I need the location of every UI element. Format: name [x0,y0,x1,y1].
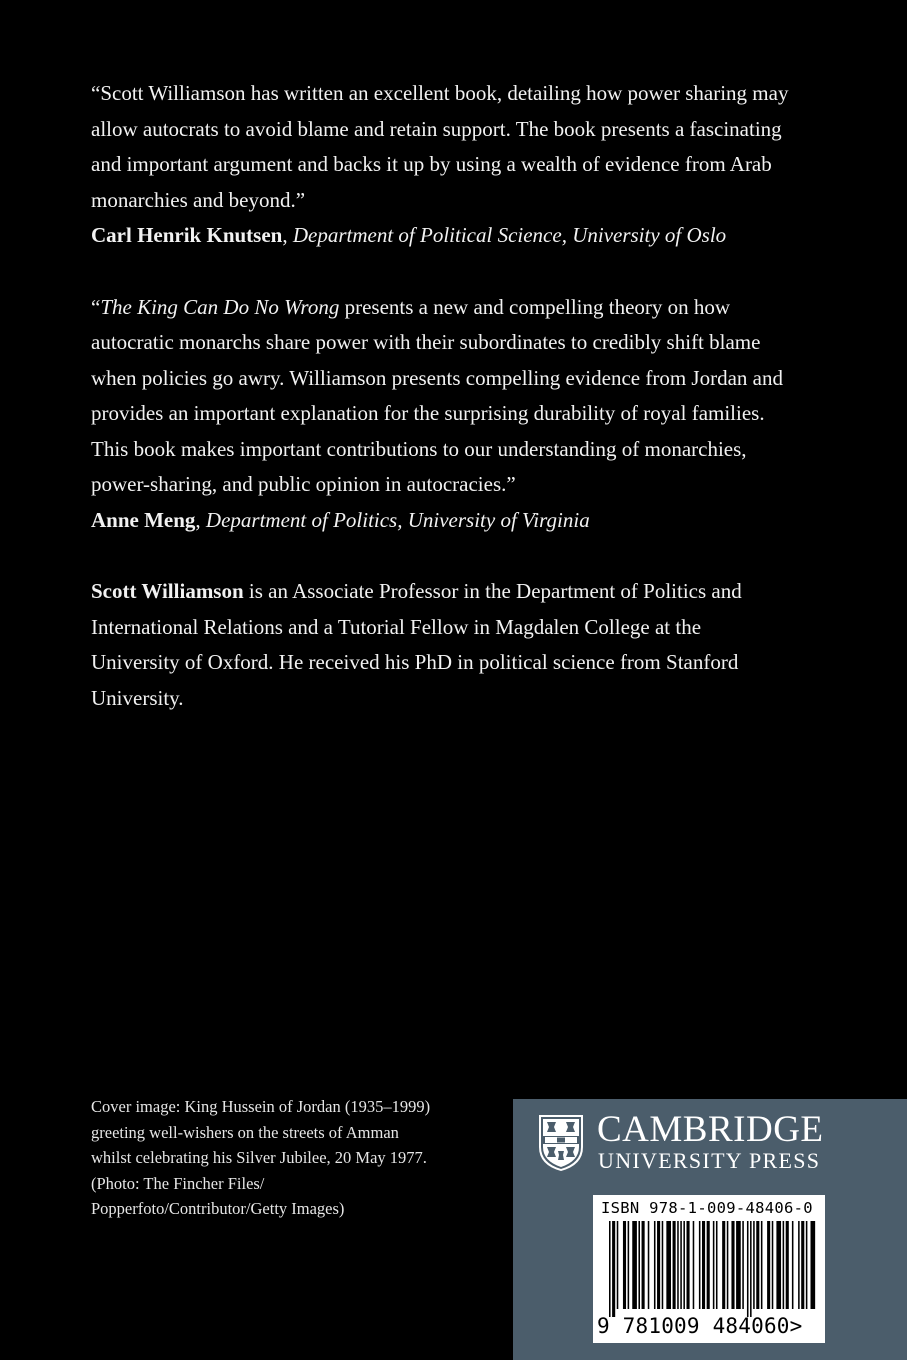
barcode-bar [648,1221,650,1309]
quote-1: “Scott Williamson has written an excellent book, detailing how power sharing may allow autocrats to avoid blame and retain support. The book presents a fascinating and important argument and backs it up by using a wealth of evidence from Arab monarchies and beyond.” Carl Henrik Knutsen, Department of Political Science, University of Oslo [91,81,789,247]
barcode-bar [753,1221,755,1309]
barcode-bar [612,1221,615,1317]
barcode-bar [761,1221,763,1309]
barcode-bar [736,1221,741,1309]
barcode-bar [642,1221,645,1309]
quote-2-author: Anne Meng [91,507,196,532]
barcode-bar [731,1221,734,1309]
isbn-barcode [593,1195,825,1343]
publisher-name: CAMBRIDGE [597,1109,824,1150]
barcode-bar [716,1221,718,1309]
barcode-bar [786,1221,789,1309]
author-bio [91,574,791,716]
barcode-bar [680,1221,682,1309]
barcode-bar [693,1221,695,1309]
barcode-bar [783,1221,785,1309]
barcode-bar [806,1221,808,1309]
barcode-bar [677,1221,679,1309]
barcode-bar [632,1221,637,1309]
barcode-bar [727,1221,729,1309]
barcode-bar [702,1221,705,1309]
bio-text: is an Associate Professor in the Department of Politics and International Relations and a Tutorial Fellow in Magdalen College at the University of Oxford. He received his PhD in political science from Stanford University. [91,579,742,710]
cover-image-credit: Cover image: King Hussein of Jordan (1935–1999) greeting well-wishers on the streets of Amman whilst celebrating his Silver Jubilee, 20 May 1977. (Photo: The Fincher Files/ Popperfoto/Contributor/Getty Images) [91,1097,431,1218]
barcode-bar [662,1221,664,1309]
barcode-bar [742,1221,744,1309]
barcode-bar [657,1221,660,1309]
barcode-bar [673,1221,676,1309]
barcode-bar [609,1221,611,1317]
barcode-bar [801,1221,804,1309]
quote-2-text: presents a new and compelling theory on how autocratic monarchs share power with their subordinates to credibly shift blame when policies go awry. Williamson presents compelling evidence from Jordan and provides an important explanation for the surprising durability of royal families. This book makes important contributions to our understanding of monarchies, power-sharing, and public opinion in autocracies.” [91,294,783,496]
barcode-bar [628,1221,630,1309]
barcode-bar [747,1221,749,1317]
barcode-bar [756,1221,759,1309]
barcode-bar [666,1221,671,1309]
barcode-bar [654,1221,656,1309]
barcode-bar [699,1221,701,1309]
barcode-bar [687,1221,690,1309]
barcode-bar [722,1221,725,1309]
barcode-bar [792,1221,794,1309]
barcode-digits [597,1313,823,1339]
back-cover-text [91,76,791,716]
publisher-panel [513,1099,907,1360]
barcode-bar [776,1221,781,1309]
publisher-subname: UNIVERSITY PRESS [598,1148,821,1173]
barcode-bar [683,1221,685,1309]
quote-2-open-quote: “ [91,294,101,319]
barcode-bar [707,1221,710,1309]
cambridge-crest-icon [537,1113,585,1173]
quote-2-affiliation: Department of Politics, University of Virginia [205,507,590,532]
barcode-bar [767,1221,770,1309]
quote-2-book-title: The King Can Do No Wrong [100,294,340,319]
barcode-bar [798,1221,800,1309]
barcode-bar [811,1221,816,1309]
isbn-label: ISBN 978-1-009-48406-0 [601,1199,813,1217]
barcode-bar [617,1221,619,1309]
quote-1-affiliation: Department of Political Science, University of Oslo [292,223,727,247]
barcode-bar [750,1221,752,1317]
quote-1-text: “Scott Williamson has written an excellent book, detailing how power sharing may allow autocrats to avoid blame and retain support. The book presents a fascinating and important argument and backs it up by using a wealth of evidence from Arab monarchies and beyond.” [91,81,789,212]
quote-2: “The King Can Do No Wrong presents a new and compelling theory on how autocratic monarchs share power with their subordinates to credibly shift blame when policies go awry. Williamson presents compelling evidence from Jordan and provides an important explanation for the surprising durability of royal families. This book makes important contributions to our understanding of monarchies, power-sharing, and public opinion in autocracies.” Anne Meng, Department of Politics, University of Virginia [91,294,783,532]
quote-1-author: Carl Henrik Knutsen [91,223,283,247]
bio-name: Scott Williamson [91,579,244,603]
barcode-bar [623,1221,626,1309]
barcode-number: 9 781009 484060 [597,1314,790,1338]
barcode-bar [772,1221,774,1309]
barcode-bar [638,1221,640,1309]
barcode-quiet-zone-marker: > [789,1314,803,1338]
barcode-bar [713,1221,715,1309]
barcode-bars [599,1221,819,1317]
